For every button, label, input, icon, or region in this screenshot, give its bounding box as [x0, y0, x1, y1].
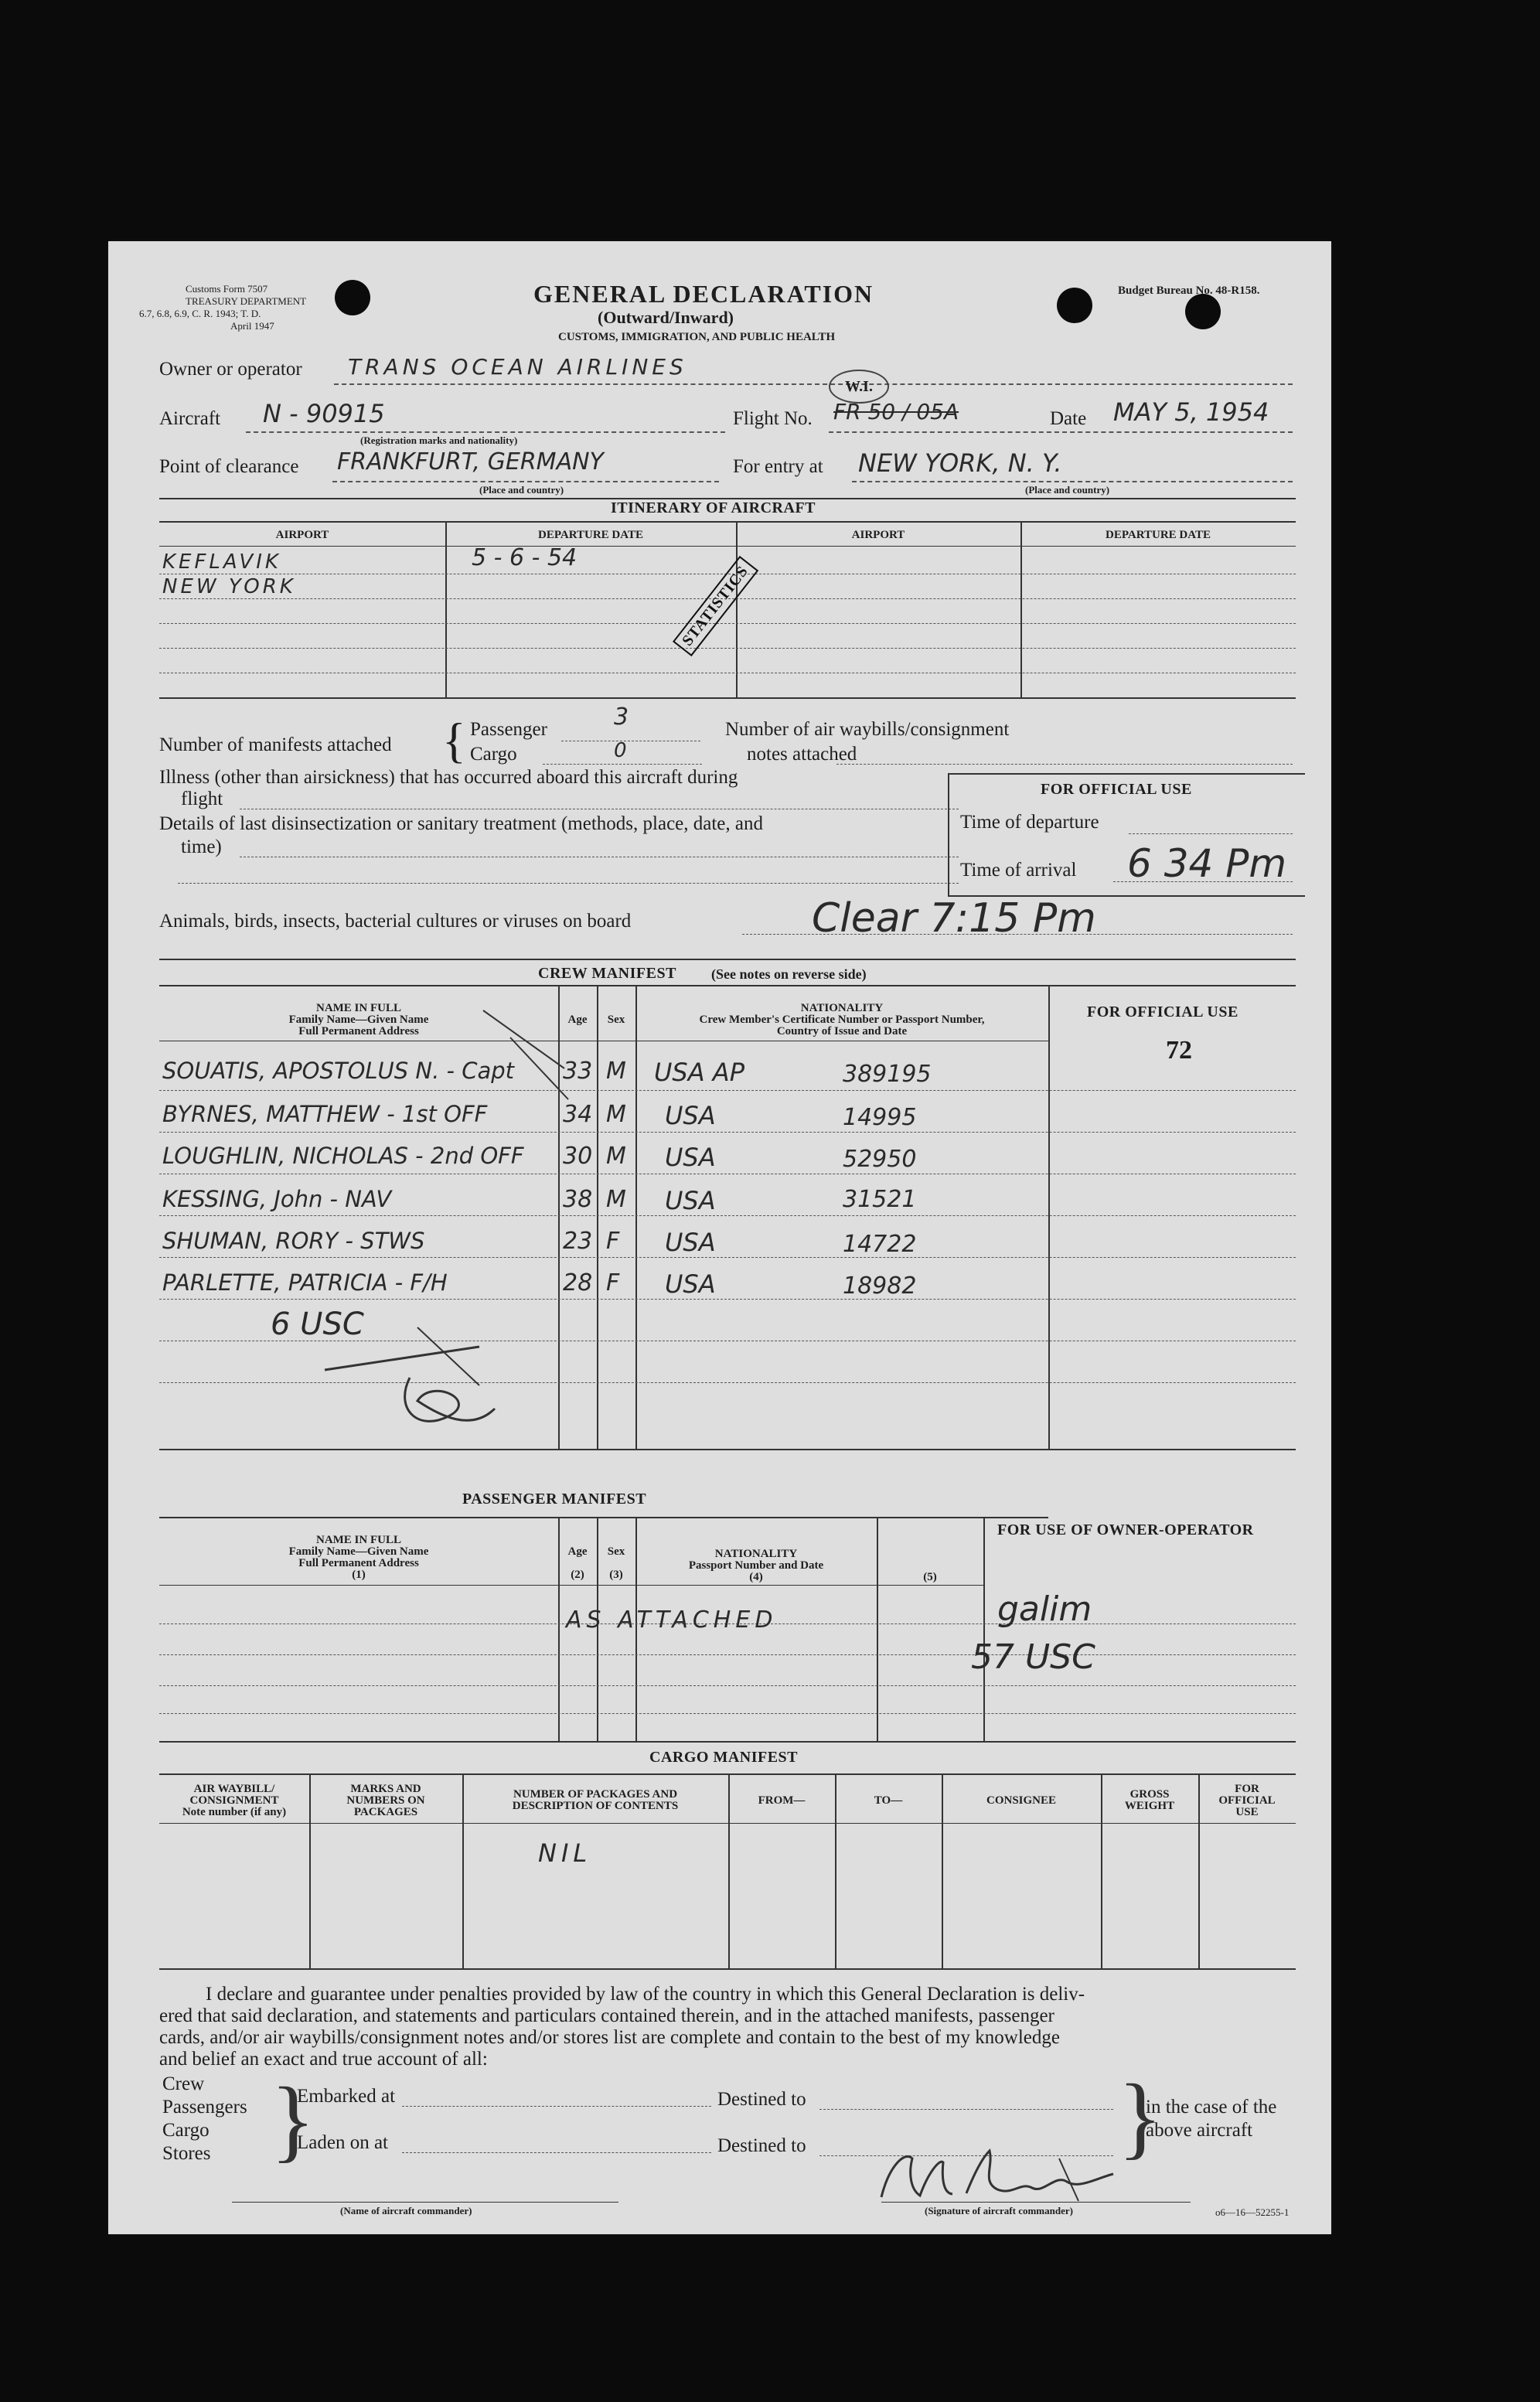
- cargo-col-marks: MARKS AND: [350, 1783, 421, 1795]
- itinerary-row-line: [159, 648, 1296, 649]
- crew-col-nationality-3: Country of Issue and Date: [776, 1025, 908, 1037]
- crew-nationality: USA: [665, 1269, 716, 1299]
- cargo-col-marks-2: NUMBERS ON: [346, 1794, 425, 1807]
- passenger-col-divider: [877, 1517, 878, 1741]
- arrival-time-label: Time of arrival: [960, 860, 1077, 881]
- crew-certificate: 14722: [843, 1231, 917, 1258]
- crew-official-number: 72: [1166, 1036, 1192, 1065]
- declaration-form: [108, 241, 1331, 2234]
- crew-note: 6 USC: [271, 1307, 364, 1342]
- crew-age: 38: [563, 1186, 593, 1213]
- declaration-line-1: I declare and guarantee under penalties provided by law of the country in which this General Declaration is deliv-: [206, 1984, 1085, 2005]
- punch-hole: [1057, 288, 1092, 323]
- name-caption: (Name of aircraft commander): [340, 2205, 472, 2216]
- passenger-col-sex-num: (3): [609, 1569, 623, 1581]
- crew-bottom-rule: [159, 1449, 1296, 1450]
- punch-hole: [1185, 294, 1221, 329]
- itinerary-col-airport: AIRPORT: [851, 529, 905, 541]
- crew-age: 28: [563, 1269, 593, 1296]
- passenger-col-name-2: Family Name—Given Name: [288, 1545, 429, 1558]
- clearance-line: [332, 481, 719, 482]
- flight-line: [829, 431, 1293, 433]
- print-code: o6—16—52255-1: [1215, 2206, 1290, 2218]
- disinsect-label: Details of last disinsectization or sanitary treatment (methods, place, date, and: [159, 813, 763, 834]
- cargo-col-official: FOR: [1235, 1783, 1259, 1795]
- form-subtitle: (Outward/Inward): [598, 308, 734, 327]
- cargo-col-waybill: AIR WAYBILL/: [193, 1783, 275, 1795]
- crew-certificate: 52950: [843, 1146, 917, 1173]
- form-department: TREASURY DEPARTMENT: [186, 295, 307, 307]
- crew-sex: F: [606, 1228, 620, 1255]
- crew-certificate: 18982: [843, 1273, 917, 1300]
- owner-value: TRANS OCEAN AIRLINES: [348, 354, 687, 380]
- owner-line: [334, 383, 1293, 385]
- crew-strike-lines: [479, 1007, 572, 1107]
- cargo-label: Cargo: [470, 744, 517, 765]
- declaration-line-4: and belief an exact and true account of all:: [159, 2049, 488, 2070]
- itinerary-col-airport: AIRPORT: [275, 529, 329, 541]
- waybills-label: Number of air waybills/consignment: [725, 719, 1010, 740]
- entry-note: (Place and country): [1025, 484, 1110, 496]
- owner-hand-note-2: 57 USC: [971, 1637, 1095, 1677]
- declaration-line-2: ered that said declaration, and statements and particulars contained therein, and in the attached manifests, passenger: [159, 2005, 1054, 2026]
- waybills-label-2: notes attached: [747, 744, 857, 765]
- itinerary-col-departure: DEPARTURE DATE: [537, 529, 643, 541]
- crew-col-nationality-2: Crew Member's Certificate Number or Passport Number,: [699, 1014, 985, 1026]
- itinerary-header-rule: [159, 521, 1296, 523]
- itinerary-date-1: 5 - 6 - 54: [472, 544, 578, 571]
- crew-sex: F: [606, 1269, 620, 1296]
- passenger-attached: AS ATTACHED: [566, 1606, 778, 1634]
- crew-nationality: USA: [665, 1228, 716, 1257]
- passenger-col-name-num: (1): [352, 1569, 366, 1581]
- passenger-col-age: Age: [567, 1545, 588, 1558]
- declaration-crew: Crew: [162, 2073, 205, 2094]
- declaration-stores: Stores: [162, 2143, 211, 2164]
- itinerary-airport-1: KEFLAVIK: [162, 550, 281, 574]
- crew-age: 33: [563, 1058, 593, 1085]
- itinerary-col-divider: [1020, 521, 1022, 697]
- crew-title-note: (See notes on reverse side): [711, 966, 867, 982]
- crew-name: BYRNES, MATTHEW - 1st OFF: [162, 1101, 488, 1127]
- itinerary-airport-2: NEW YORK: [162, 575, 296, 598]
- crew-row-line: [159, 1257, 1296, 1258]
- crew-nationality: USA: [665, 1101, 716, 1130]
- case-label-2: above aircraft: [1146, 2120, 1253, 2141]
- cargo-header-rule: [159, 1773, 1296, 1775]
- crew-top-rule: [159, 959, 1296, 960]
- itinerary-title: ITINERARY OF AIRCRAFT: [611, 499, 816, 516]
- crew-sex: M: [606, 1101, 626, 1128]
- crew-name: KESSING, John - NAV: [162, 1186, 392, 1212]
- crew-row-line: [159, 1090, 1296, 1091]
- cargo-col-waybill-3: Note number (if any): [182, 1806, 287, 1818]
- passenger-col-name: NAME IN FULL: [315, 1534, 401, 1546]
- crew-sex: M: [606, 1143, 626, 1170]
- name-line: [232, 2202, 618, 2203]
- case-label-1: in the case of the: [1146, 2097, 1277, 2118]
- passenger-col-nationality-2: Passport Number and Date: [688, 1559, 824, 1572]
- cargo-col-packages: NUMBER OF PACKAGES AND: [513, 1788, 678, 1801]
- declaration-brace-right: }: [1118, 2065, 1163, 2168]
- crew-nationality: USA: [665, 1143, 716, 1172]
- destined-label-2: Destined to: [717, 2135, 806, 2156]
- crew-col-name: NAME IN FULL: [315, 1002, 401, 1014]
- crew-col-sex: Sex: [607, 1014, 625, 1026]
- embarked-line: [402, 2106, 711, 2107]
- arrival-time-value: 6 34 Pm: [1127, 841, 1287, 886]
- cargo-col-header-rule: [159, 1823, 1296, 1824]
- aircraft-note: (Registration marks and nationality): [360, 434, 518, 446]
- statistics-stamp: STATISTICS: [673, 556, 758, 656]
- laden-line: [402, 2152, 711, 2153]
- itinerary-col-departure: DEPARTURE DATE: [1105, 529, 1211, 541]
- passenger-bottom-rule: [159, 1741, 1296, 1743]
- passenger-col-5: (5): [923, 1571, 937, 1583]
- passenger-row-line: [159, 1685, 1296, 1686]
- cargo-col-weight-2: WEIGHT: [1124, 1800, 1175, 1812]
- itinerary-bottom-rule: [159, 697, 1296, 699]
- itinerary-col-header-rule: [159, 546, 1296, 547]
- cargo-col-from: FROM—: [758, 1794, 806, 1807]
- crew-nationality: USA AP: [654, 1058, 744, 1087]
- crew-sex: M: [606, 1186, 626, 1213]
- crew-col-nationality: NATIONALITY: [800, 1002, 884, 1014]
- animals-line: [742, 934, 1293, 935]
- disinsect-label-2: time): [181, 836, 222, 857]
- cargo-col-consignee: CONSIGNEE: [986, 1794, 1057, 1807]
- form-cfr: 6.7, 6.8, 6.9, C. R. 1943; T. D.: [139, 308, 261, 319]
- entry-line: [852, 481, 1293, 482]
- crew-certificate: 14995: [843, 1104, 917, 1131]
- passenger-col-divider: [983, 1517, 985, 1741]
- crew-col-divider: [597, 985, 598, 1449]
- aircraft-value: N - 90915: [263, 399, 385, 428]
- cargo-line: [543, 764, 702, 765]
- cargo-col-waybill-2: CONSIGNMENT: [189, 1794, 279, 1807]
- date-value: MAY 5, 1954: [1113, 397, 1269, 427]
- itinerary-row-line: [159, 623, 1296, 624]
- crew-scribble: [317, 1324, 549, 1439]
- cargo-value: NIL: [538, 1838, 592, 1868]
- crew-col-name-3: Full Permanent Address: [298, 1025, 419, 1037]
- cargo-col-to: TO—: [874, 1794, 903, 1807]
- crew-header-rule: [159, 985, 1296, 986]
- declaration-passengers: Passengers: [162, 2097, 247, 2118]
- crew-official-title: FOR OFFICIAL USE: [1087, 1003, 1238, 1020]
- animals-label: Animals, birds, insects, bacterial cultures or viruses on board: [159, 911, 632, 932]
- owner-label: Owner or operator: [159, 359, 302, 380]
- crew-name: PARLETTE, PATRICIA - F/H: [162, 1269, 448, 1296]
- crew-age: 30: [563, 1143, 593, 1170]
- itinerary-col-divider: [736, 521, 738, 697]
- manifests-brace: {: [442, 713, 466, 768]
- cargo-col-weight: GROSS: [1129, 1788, 1170, 1801]
- passenger-row-line: [159, 1713, 1296, 1714]
- embarked-label: Embarked at: [297, 2086, 396, 2107]
- cargo-col-packages-2: DESCRIPTION OF CONTENTS: [512, 1800, 679, 1812]
- cargo-col-marks-3: PACKAGES: [353, 1806, 418, 1818]
- crew-row-line: [159, 1299, 1296, 1300]
- destined-label-1: Destined to: [717, 2089, 806, 2110]
- itinerary-col-divider: [445, 521, 447, 697]
- passenger-row-line: [159, 1654, 1296, 1655]
- disinsect-line: [178, 883, 959, 884]
- passenger-col-header-rule: [159, 1585, 983, 1586]
- owner-use-title: FOR USE OF OWNER-OPERATOR: [997, 1521, 1254, 1538]
- flight-stamp: W.I.: [829, 370, 889, 404]
- declaration-cargo: Cargo: [162, 2120, 210, 2141]
- owner-hand-note: galim: [997, 1589, 1092, 1629]
- crew-title: CREW MANIFEST: [538, 965, 676, 982]
- passenger-count: 3: [614, 704, 629, 731]
- waybills-line: [836, 764, 1293, 765]
- budget-number: Budget Bureau No. 48-R158.: [1118, 284, 1260, 297]
- passenger-label: Passenger: [470, 719, 547, 740]
- passenger-col-age-num: (2): [571, 1569, 584, 1581]
- flight-label: Flight No.: [733, 408, 813, 429]
- crew-row-line: [159, 1132, 1296, 1133]
- crew-age: 23: [563, 1228, 593, 1255]
- crew-nationality: USA: [665, 1186, 716, 1215]
- date-label: Date: [1050, 408, 1087, 429]
- passenger-col-nationality-num: (4): [749, 1571, 763, 1583]
- passenger-header-rule: [159, 1517, 1048, 1518]
- illness-label-2: flight: [181, 789, 223, 809]
- departure-time-label: Time of departure: [960, 812, 1099, 833]
- departure-time-line: [1129, 833, 1293, 834]
- arrival-time-line: [1113, 881, 1293, 882]
- crew-col-age: Age: [567, 1014, 588, 1026]
- crew-col-name-2: Family Name—Given Name: [288, 1014, 429, 1026]
- form-date: April 1947: [230, 320, 274, 332]
- clearance-value: FRANKFURT, GERMANY: [337, 448, 604, 475]
- crew-certificate: 389195: [843, 1061, 932, 1088]
- destined-line-1: [819, 2109, 1113, 2110]
- form-agencies: CUSTOMS, IMMIGRATION, AND PUBLIC HEALTH: [558, 331, 836, 343]
- crew-row-line: [159, 1215, 1296, 1216]
- cargo-title: CARGO MANIFEST: [649, 1749, 799, 1766]
- form-title: GENERAL DECLARATION: [533, 280, 874, 308]
- passenger-col-nationality: NATIONALITY: [714, 1548, 798, 1560]
- cargo-count: 0: [614, 739, 627, 762]
- official-use-title: FOR OFFICIAL USE: [1041, 781, 1192, 798]
- aircraft-line: [246, 431, 725, 433]
- flight-value: FR 50 / 05A: [833, 399, 959, 424]
- crew-name: SHUMAN, RORY - STWS: [162, 1228, 425, 1254]
- commander-signature: [866, 2128, 1129, 2213]
- signature-line: [881, 2202, 1191, 2203]
- punch-hole: [335, 280, 370, 315]
- illness-label: Illness (other than airsickness) that has occurred aboard this aircraft during: [159, 767, 738, 788]
- declaration-line-3: cards, and/or air waybills/consignment notes and/or stores list are complete and contain to the best of my knowledge: [159, 2027, 1060, 2048]
- crew-age: 34: [563, 1101, 593, 1128]
- cargo-col-official-3: USE: [1235, 1806, 1259, 1818]
- crew-col-divider: [635, 985, 637, 1449]
- cargo-bottom-rule: [159, 1968, 1296, 1970]
- laden-label: Laden on at: [297, 2132, 389, 2153]
- form-number: Customs Form 7507: [186, 283, 268, 295]
- passenger-title: PASSENGER MANIFEST: [462, 1491, 647, 1508]
- passenger-col-name-3: Full Permanent Address: [298, 1557, 419, 1569]
- clearance-label: Point of clearance: [159, 456, 299, 477]
- entry-label: For entry at: [733, 456, 823, 477]
- animals-handwritten: Clear 7:15 Pm: [812, 895, 1096, 942]
- crew-col-divider: [1048, 985, 1050, 1449]
- crew-certificate: 31521: [843, 1186, 917, 1213]
- cargo-col-official-2: OFFICIAL: [1218, 1794, 1276, 1807]
- signature-caption: (Signature of aircraft commander): [925, 2205, 1073, 2216]
- entry-value: NEW YORK, N. Y.: [858, 448, 1062, 478]
- crew-sex: M: [606, 1058, 626, 1085]
- manifests-label: Number of manifests attached: [159, 734, 392, 755]
- clearance-note: (Place and country): [479, 484, 564, 496]
- passenger-col-sex: Sex: [607, 1545, 625, 1558]
- declaration-brace: }: [271, 2068, 315, 2171]
- aircraft-label: Aircraft: [159, 408, 221, 429]
- crew-name: SOUATIS, APOSTOLUS N. - Capt: [162, 1058, 515, 1084]
- crew-name: LOUGHLIN, NICHOLAS - 2nd OFF: [162, 1143, 524, 1169]
